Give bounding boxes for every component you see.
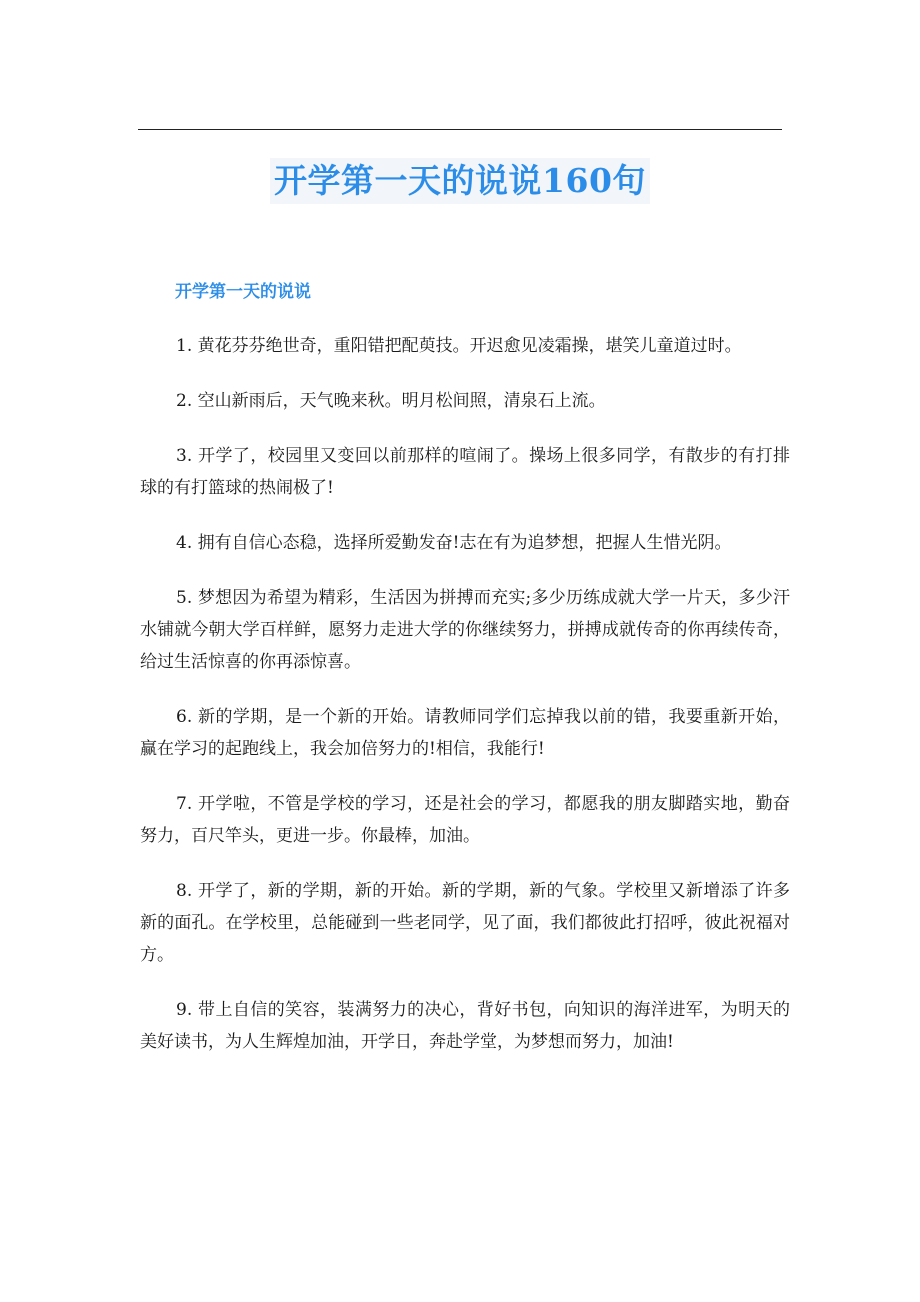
title-container [0,158,920,204]
page-title: 开学第一天的说说160句 [270,158,650,204]
list-item: 7. 开学啦，不管是学校的学习，还是社会的学习，都愿我的朋友脚踏实地，勤奋努力，百尺竿头，更进一步。你最棒，加油。 [140,794,790,846]
list-item: 1. 黄花芬芬绝世奇，重阳错把配萸技。开迟愈见凌霜操，堪笑儿童道过时。 [176,336,742,356]
section-heading: 开学第一天的说说 [175,282,311,302]
list-item: 2. 空山新雨后，天气晚来秋。明月松间照，清泉石上流。 [176,391,606,411]
top-divider [138,129,782,130]
list-item: 3. 开学了，校园里又变回以前那样的喧闹了。操场上很多同学，有散步的有打排球的有打篮球的热闹极了! [140,446,790,498]
article-body [140,330,790,1081]
list-item: 8. 开学了，新的学期，新的开始。新的学期，新的气象。学校里又新增添了许多新的面孔。在学校里，总能碰到一些老同学，见了面，我们都彼此打招呼，彼此祝福对方。 [140,881,790,965]
list-item: 5. 梦想因为希望为精彩，生活因为拼搏而充实;多少历练成就大学一片天，多少汗水铺就今朝大学百样鲜，愿努力走进大学的你继续努力，拼搏成就传奇的你再续传奇，给过生活惊喜的你再添惊喜。 [140,588,790,672]
list-item: 9. 带上自信的笑容，装满努力的决心，背好书包，向知识的海洋进军，为明天的美好读书，为人生辉煌加油，开学日，奔赴学堂，为梦想而努力，加油! [140,1000,790,1052]
list-item: 4. 拥有自信心态稳，选择所爱勤发奋!志在有为追梦想，把握人生惜光阴。 [176,533,732,553]
list-item: 6. 新的学期，是一个新的开始。请教师同学们忘掉我以前的错，我要重新开始，赢在学习的起跑线上，我会加倍努力的!相信，我能行! [140,707,790,759]
